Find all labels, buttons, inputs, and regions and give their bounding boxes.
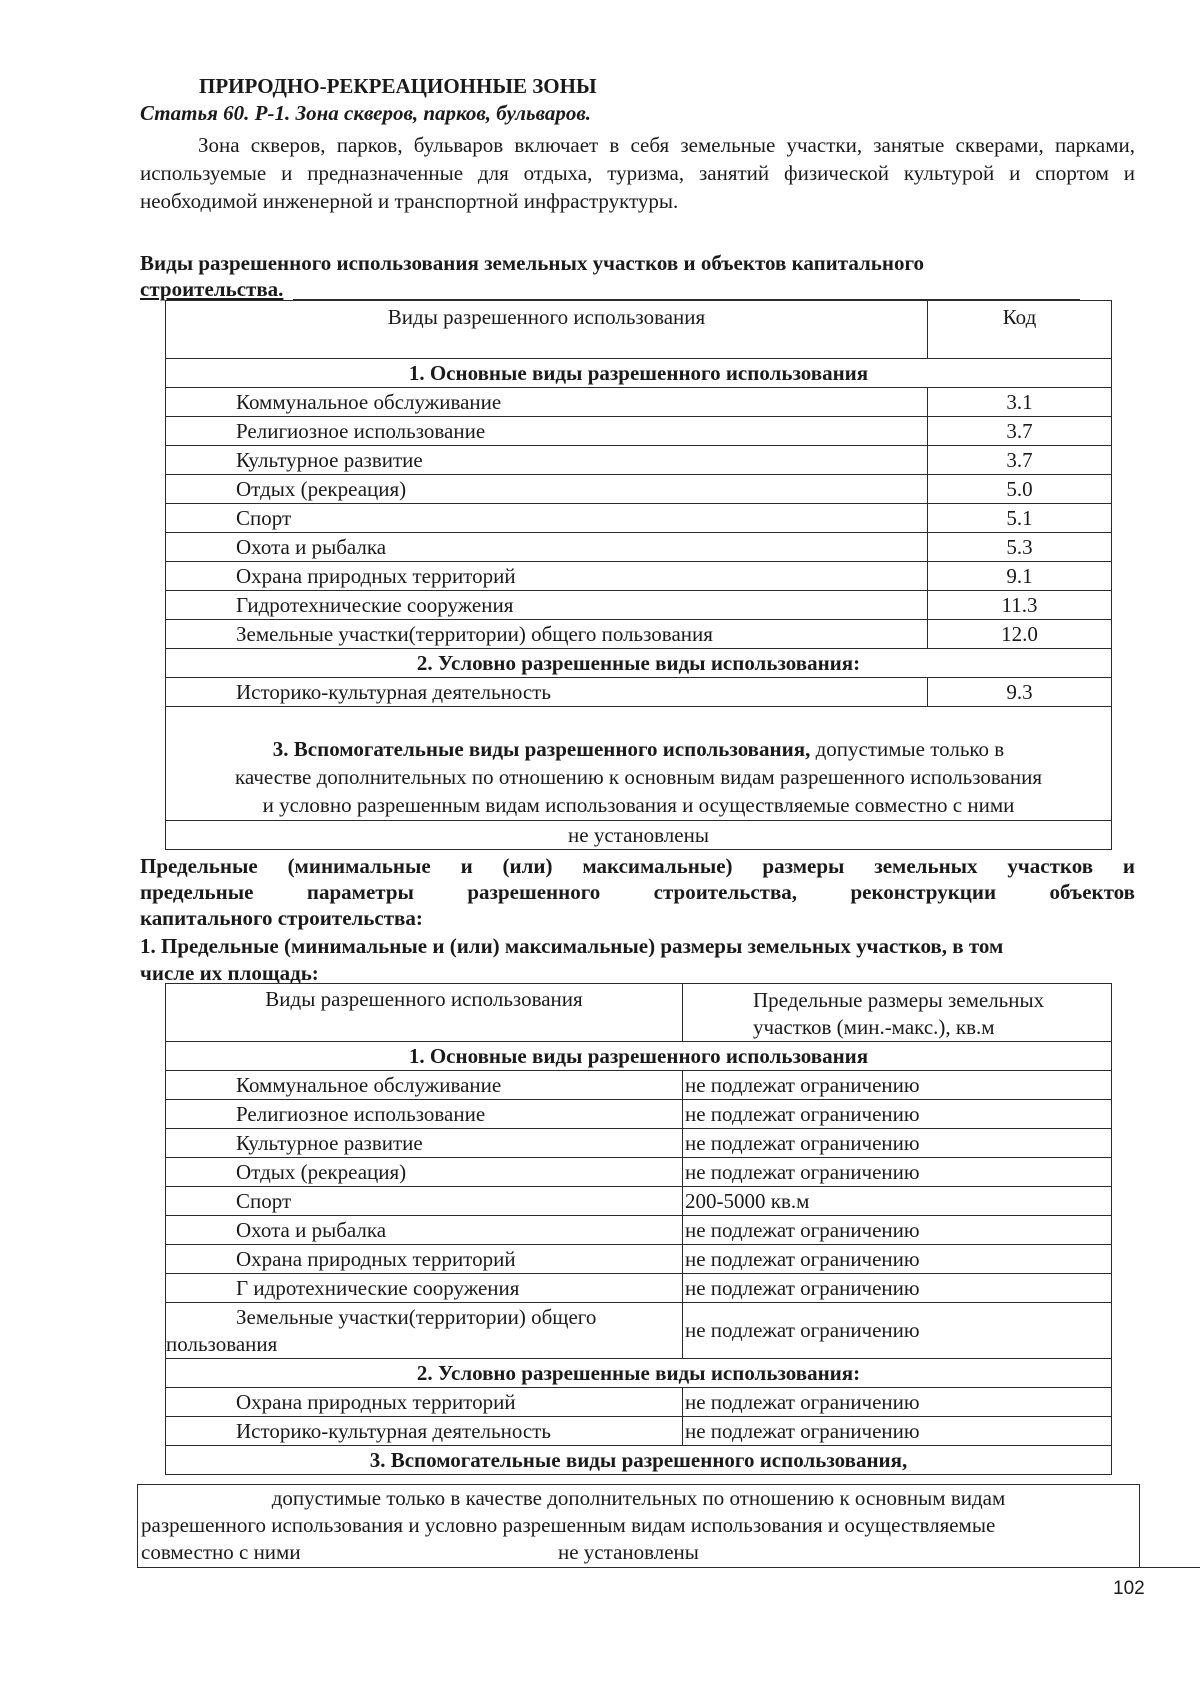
- box-line2: разрешенного использования и условно разрешенным видам использования и осуществляемые: [141, 1513, 996, 1537]
- group-auxiliary-uses: [166, 707, 1112, 821]
- size-limit: не подлежат ограничению: [683, 1388, 1112, 1417]
- auxiliary-text-1: допустимые только в: [810, 737, 1005, 761]
- header-limits: [683, 984, 1112, 1042]
- group-row: [166, 649, 1112, 678]
- use-name: Историко-культурная деятельность: [166, 678, 928, 707]
- table-row: [166, 504, 1112, 533]
- auxiliary-title: 3. Вспомогательные виды разрешенного использования,: [272, 737, 811, 761]
- box-line1: допустимые только в качестве дополнительных по отношению к основным видам: [271, 1486, 1006, 1510]
- header-code: Код: [928, 301, 1112, 359]
- use-name: Коммунальное обслуживание: [166, 1071, 683, 1100]
- use-name-line1: Земельные участки(территории) общего: [236, 1304, 597, 1329]
- use-name: Коммунальное обслуживание: [166, 388, 928, 417]
- size-limit: не подлежат ограничению: [683, 1158, 1112, 1187]
- use-name: Г идротехнические сооружения: [166, 1274, 683, 1303]
- use-code: 5.0: [928, 475, 1112, 504]
- plot-size-limits-table: [165, 983, 1112, 1475]
- table-row: [166, 821, 1112, 850]
- limits-sub-line1: 1. Предельные (минимальные и (или) максимальные) размеры земельных участков, в том: [140, 934, 1004, 958]
- group-conditional-uses: 2. Условно разрешенные виды использования:: [166, 649, 1112, 678]
- intro-paragraph: Зона скверов, парков, бульваров включает в себя земельные участки, занятые скверами, парками, используемые и предназначенные для отдыха, туризма, занятий физической культурой и спортом и необходимой инженерной и транспортной инфраструктуры.: [140, 133, 1135, 213]
- use-code: 5.1: [928, 504, 1112, 533]
- box-underline: [342, 1567, 1200, 1568]
- use-name: Охота и рыбалка: [166, 1216, 683, 1245]
- auxiliary-note-box: [137, 1484, 1140, 1568]
- auxiliary-text-2: качестве дополнительных по отношению к основным видам разрешенного использования: [234, 765, 1043, 789]
- use-name: Религиозное использование: [166, 1100, 683, 1129]
- table-row: [166, 1187, 1112, 1216]
- table-row: [166, 533, 1112, 562]
- group-row: [166, 1446, 1112, 1475]
- auxiliary-value: не установлены: [166, 821, 1112, 850]
- article-title: Статья 60. Р-1. Зона скверов, парков, бульваров.: [140, 101, 591, 125]
- use-name: Гидротехнические сооружения: [166, 591, 928, 620]
- use-name: Охота и рыбалка: [166, 533, 928, 562]
- table-row: [166, 1303, 1112, 1359]
- table-row: [166, 1216, 1112, 1245]
- header-uses: Виды разрешенного использования: [166, 301, 928, 359]
- table-row: [166, 1388, 1112, 1417]
- table-row: [166, 1274, 1112, 1303]
- use-name: Историко-культурная деятельность: [166, 1417, 683, 1446]
- group-main-uses: 1. Основные виды разрешенного использования: [166, 1042, 1112, 1071]
- box-line3: совместно с ними: [141, 1540, 301, 1564]
- use-name-line2: пользования: [166, 1331, 278, 1356]
- use-code: 12.0: [928, 620, 1112, 649]
- size-limit: не подлежат ограничению: [683, 1303, 1112, 1359]
- group-row: [166, 1359, 1112, 1388]
- limits-title-line1: Предельные (минимальные и (или) максимальные) размеры земельных участков и: [140, 854, 1135, 878]
- zone-heading: ПРИРОДНО-РЕКРЕАЦИОННЫЕ ЗОНЫ: [199, 74, 597, 98]
- use-code: 9.3: [928, 678, 1112, 707]
- group-row: [166, 707, 1112, 821]
- size-limit: 200-5000 кв.м: [683, 1187, 1112, 1216]
- use-name: Спорт: [166, 1187, 683, 1216]
- size-limit: не подлежат ограничению: [683, 1071, 1112, 1100]
- permitted-uses-table: [165, 300, 1112, 850]
- table-row: [166, 388, 1112, 417]
- size-limit: не подлежат ограничению: [683, 1100, 1112, 1129]
- size-limit: не подлежат ограничению: [683, 1129, 1112, 1158]
- table-row: [166, 1245, 1112, 1274]
- use-code: 3.1: [928, 388, 1112, 417]
- use-code: 5.3: [928, 533, 1112, 562]
- use-name: Охрана природных территорий: [166, 1388, 683, 1417]
- table-row: [166, 591, 1112, 620]
- table-row: [166, 1071, 1112, 1100]
- limits-title-line2: предельные параметры разрешенного строительства, реконструкции объектов: [140, 880, 1135, 904]
- group-conditional-uses: 2. Условно разрешенные виды использования:: [166, 1359, 1112, 1388]
- table-row: [166, 1158, 1112, 1187]
- table-header-row: [166, 301, 1112, 359]
- use-code: 3.7: [928, 417, 1112, 446]
- size-limit: не подлежат ограничению: [683, 1216, 1112, 1245]
- size-limit: не подлежат ограничению: [683, 1245, 1112, 1274]
- use-name: Культурное развитие: [166, 446, 928, 475]
- use-code: 9.1: [928, 562, 1112, 591]
- use-name: Отдых (рекреация): [166, 1158, 683, 1187]
- table-row: [166, 1417, 1112, 1446]
- use-name: Охрана природных территорий: [166, 562, 928, 591]
- table-row: [166, 678, 1112, 707]
- box-value: не установлены: [558, 1540, 699, 1564]
- group-main-uses: 1. Основные виды разрешенного использования: [166, 359, 1112, 388]
- use-name: Культурное развитие: [166, 1129, 683, 1158]
- auxiliary-text-3: и условно разрешенным видам использования и осуществляемые совместно с ними: [262, 793, 1015, 817]
- use-code: 11.3: [928, 591, 1112, 620]
- limits-sub-line2: числе их площадь:: [140, 961, 319, 985]
- use-name: Спорт: [166, 504, 928, 533]
- section1-title-line2: строительства.: [140, 277, 284, 301]
- use-code: 3.7: [928, 446, 1112, 475]
- table-row: [166, 562, 1112, 591]
- use-name: [166, 1303, 683, 1359]
- use-name: Религиозное использование: [166, 417, 928, 446]
- table-row: [166, 1100, 1112, 1129]
- use-name: Охрана природных территорий: [166, 1245, 683, 1274]
- group-row: [166, 359, 1112, 388]
- header-limits-line1: Предельные размеры земельных: [753, 988, 1045, 1012]
- table-row: [166, 620, 1112, 649]
- table-row: [166, 475, 1112, 504]
- group-auxiliary-uses: 3. Вспомогательные виды разрешенного использования,: [166, 1446, 1112, 1475]
- header-uses: Виды разрешенного использования: [166, 984, 683, 1042]
- group-row: [166, 1042, 1112, 1071]
- section1-title-line1: Виды разрешенного использования земельных участков и объектов капитального: [140, 251, 925, 275]
- limits-title-line3: капитального строительства:: [140, 906, 423, 930]
- page-number: 102: [1113, 1578, 1145, 1599]
- table-row: [166, 1129, 1112, 1158]
- table-row: [166, 417, 1112, 446]
- use-name: Земельные участки(территории) общего пользования: [166, 620, 928, 649]
- header-limits-line2: участков (мин.-макс.), кв.м: [753, 1015, 995, 1039]
- table-row: [166, 446, 1112, 475]
- use-name: Отдых (рекреация): [166, 475, 928, 504]
- table-header-row: [166, 984, 1112, 1042]
- size-limit: не подлежат ограничению: [683, 1274, 1112, 1303]
- size-limit: не подлежат ограничению: [683, 1417, 1112, 1446]
